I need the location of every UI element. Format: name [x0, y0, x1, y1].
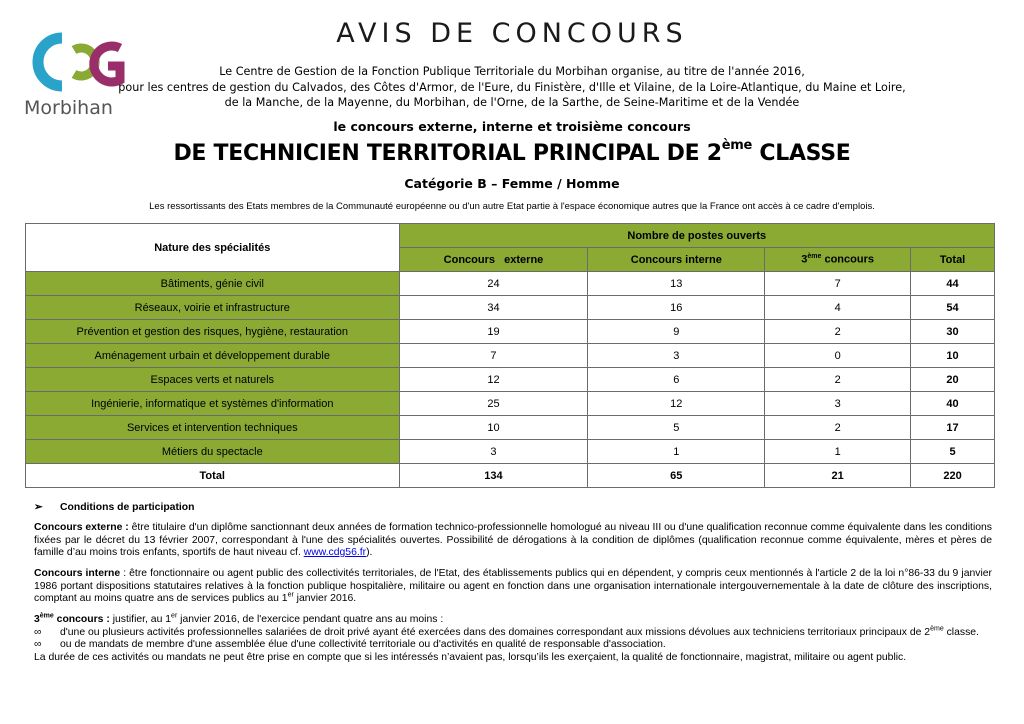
list-item	[34, 639, 992, 652]
row-label: Services et intervention techniques	[26, 416, 400, 440]
table-row	[26, 440, 995, 464]
table-row	[26, 320, 995, 344]
interne-label: Concours interne	[34, 568, 121, 579]
troisieme-sup: ème	[39, 612, 54, 620]
row-label: Prévention et gestion des risques, hygiène, restauration	[26, 320, 400, 344]
cell-interne: 3	[588, 344, 765, 368]
troisieme-num: 3	[34, 614, 40, 625]
row-label: Bâtiments, génie civil	[26, 272, 400, 296]
cell-total: 40	[911, 392, 995, 416]
total-interne: 65	[588, 464, 765, 488]
grade-sup: ème	[721, 138, 753, 153]
table-row	[26, 416, 995, 440]
header-troisieme	[765, 248, 911, 272]
cell-externe: 34	[399, 296, 588, 320]
cell-troisieme: 4	[765, 296, 911, 320]
header-externe: Concours externe	[399, 248, 588, 272]
cell-total: 10	[911, 344, 995, 368]
table-row	[26, 296, 995, 320]
cell-total: 5	[911, 440, 995, 464]
total-label: Total	[26, 464, 400, 488]
cell-troisieme: 3	[765, 392, 911, 416]
cell-interne: 1	[588, 440, 765, 464]
table-row	[26, 392, 995, 416]
concours-line: le concours externe, interne et troisième concours	[333, 119, 691, 134]
externe-end: ).	[366, 547, 373, 559]
cell-externe: 19	[399, 320, 588, 344]
grade-title	[0, 138, 1024, 166]
cell-externe: 7	[399, 344, 588, 368]
troisieme-label-text: concours :	[53, 614, 110, 625]
intro-line: pour les centres de gestion du Calvados, des Côtes d'Armor, de l'Eure, du Finistère, d'Ille et Vilaine, de la Loire-Atlantique, du Maine et Loire,	[118, 80, 906, 94]
concours-interne-paragraph	[34, 568, 992, 606]
externe-text: être titulaire d'un diplôme sanctionnant deux années de formation technico-professionnelle homologué au niveau III ou d'une qualification reconnue comme équivalente dans les conditions fixées par le décret du 13 février 2007, correspondant à l'une des spécialités ouvertes. Possibilité de dérogations à la condition de diplômes (qualification reconnue comme équivalente, mères et pères de famille d’au moins trois enfants, sportifs de haut niveau cf.	[34, 522, 992, 559]
cell-troisieme: 2	[765, 416, 911, 440]
infinity-bullet-icon: ∞	[34, 639, 42, 651]
bullet1-text-b: classe.	[943, 626, 979, 638]
header-interne: Concours interne	[588, 248, 765, 272]
troisieme-concours-paragraph	[34, 614, 992, 664]
bullet1-sup: ème	[930, 625, 944, 633]
row-label: Ingénierie, informatique et systèmes d'information	[26, 392, 400, 416]
conditions-heading	[34, 502, 992, 515]
intro-line: Le Centre de Gestion de la Fonction Publique Territoriale du Morbihan organise, au titre de l'année 2016,	[219, 65, 805, 78]
logo-text: Morbihan	[24, 97, 113, 119]
infinity-bullet-icon: ∞	[34, 626, 42, 638]
header-troisieme-rest: concours	[821, 253, 874, 266]
cell-interne: 9	[588, 320, 765, 344]
table-row	[26, 368, 995, 392]
cell-troisieme: 2	[765, 320, 911, 344]
bullet-text	[60, 627, 992, 640]
row-label: Réseaux, voirie et infrastructure	[26, 296, 400, 320]
arrow-bullet-icon: ➢	[34, 502, 43, 513]
table-row	[26, 344, 995, 368]
page-title: AVIS DE CONCOURS	[336, 18, 688, 49]
header-total: Total	[911, 248, 995, 272]
categorie-line: Catégorie B – Femme / Homme	[404, 176, 620, 191]
cell-interne: 16	[588, 296, 765, 320]
troisieme-text-a: justifier, au 1	[109, 614, 172, 625]
conditions-heading-text: Conditions de participation	[60, 502, 195, 513]
cell-externe: 25	[399, 392, 588, 416]
table-total-row	[26, 464, 995, 488]
total-total: 220	[911, 464, 995, 488]
row-label: Aménagement urbain et développement durable	[26, 344, 400, 368]
intro-line: de la Manche, de la Mayenne, du Morbihan, de l'Orne, de la Sarthe, de Seine-Maritime et de la Vendée	[224, 96, 800, 109]
grade-prefix: DE TECHNICIEN TERRITORIAL PRINCIPAL DE 2	[173, 141, 722, 166]
cell-externe: 10	[399, 416, 588, 440]
grade-suffix: CLASSE	[752, 141, 851, 166]
cell-externe: 3	[399, 440, 588, 464]
header-nature: Nature des spécialités	[26, 224, 400, 272]
intro-paragraph	[0, 64, 1024, 111]
cell-total: 54	[911, 296, 995, 320]
postes-table	[25, 223, 995, 488]
concours-externe-paragraph	[34, 522, 992, 560]
troisieme-text-sup: er	[171, 612, 178, 620]
bullet-text: ou de mandats de membre d'une assemblée élue d'une collectivité territoriale ou d'activités en qualité de responsable d'association.	[60, 639, 666, 651]
cell-total: 20	[911, 368, 995, 392]
cell-troisieme: 1	[765, 440, 911, 464]
duree-note: La durée de ces activités ou mandats ne peut être prise en compte que si les intéressés n’avaient pas, lorsqu’ils les exerçaient, la qualité de fonctionnaire, magistrat, militaire ou agent public.	[34, 651, 907, 663]
cell-troisieme: 0	[765, 344, 911, 368]
troisieme-label	[34, 614, 110, 625]
header-nombre-postes: Nombre de postes ouverts	[399, 224, 994, 248]
interne-text: : être fonctionnaire ou agent public des collectivités territoriales, de l'Etat, des établissements publics qui en dépendent, y compris ceux mentionnés à l'article 2 de la loi n°86-33 du 9 janvier 1986 portant dispositions statutaires relatives à la fonction publique hospitalière, militaire ou agent en fonction dans une organisation internationale intergouvernementale à la date de clôture des inscriptions, comptant au moins quatre ans de services publics au 1	[34, 568, 992, 605]
row-label: Métiers du spectacle	[26, 440, 400, 464]
cell-interne: 5	[588, 416, 765, 440]
total-troisieme: 21	[765, 464, 911, 488]
cell-interne: 6	[588, 368, 765, 392]
cell-interne: 12	[588, 392, 765, 416]
bullet1-text-a: d'une ou plusieurs activités professionnelles salariées de droit privé ayant été exercées dans des domaines correspondant aux missions dévolues aux techniciens territoriaux principaux de 2	[60, 626, 931, 638]
troisieme-intro	[34, 614, 992, 627]
troisieme-text-b: janvier 2016, de l'exercice pendant quatre ans au moins :	[177, 614, 444, 625]
row-label: Espaces verts et naturels	[26, 368, 400, 392]
ressortissants-note: Les ressortissants des Etats membres de la Communauté européenne ou d'un autre Etat partie à l'espace économique autres que la France ont accès à ce cadre d'emplois.	[149, 201, 875, 212]
interne-sup: er	[287, 591, 294, 599]
cell-total: 30	[911, 320, 995, 344]
cell-total: 44	[911, 272, 995, 296]
interne-end: janvier 2016.	[293, 593, 357, 605]
cell-interne: 13	[588, 272, 765, 296]
cell-troisieme: 7	[765, 272, 911, 296]
header-troisieme-sup: ème	[807, 253, 822, 261]
table-row	[26, 272, 995, 296]
cell-externe: 24	[399, 272, 588, 296]
list-item	[34, 627, 992, 640]
cell-total: 17	[911, 416, 995, 440]
cell-troisieme: 2	[765, 368, 911, 392]
externe-label: Concours externe :	[34, 522, 129, 533]
total-externe: 134	[399, 464, 588, 488]
header-troisieme-num: 3	[801, 253, 808, 266]
cdg56-link[interactable]: www.cdg56.fr	[303, 547, 367, 559]
cell-externe: 12	[399, 368, 588, 392]
